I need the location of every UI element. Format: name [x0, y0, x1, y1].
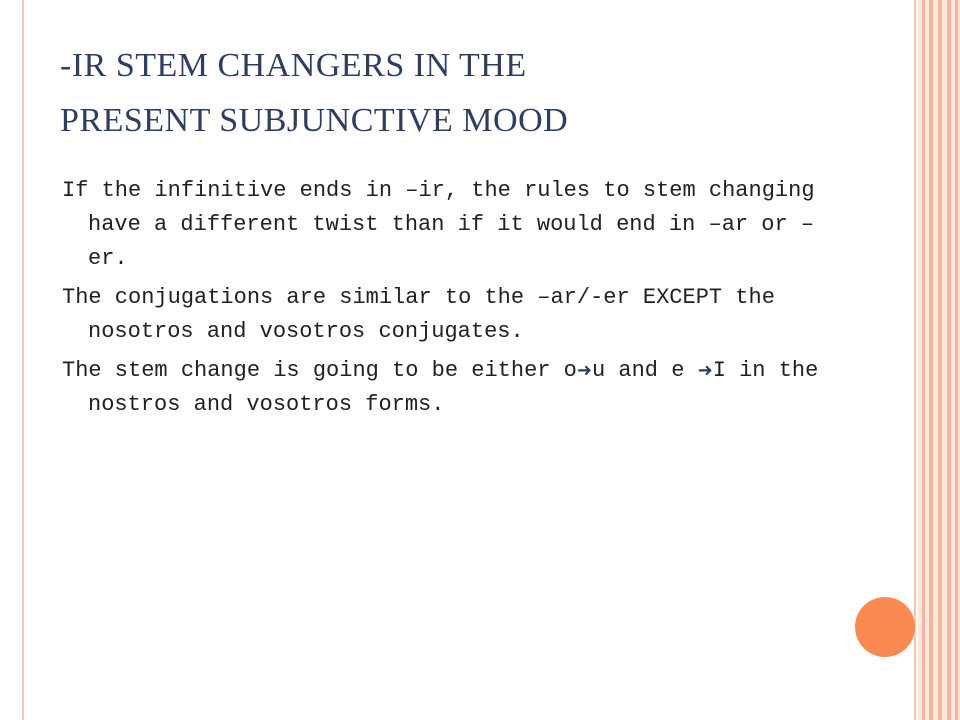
right-arrow-icon: ➜ — [576, 360, 592, 381]
stripe — [929, 0, 933, 720]
stripe — [938, 0, 942, 720]
title-line-2: PRESENT SUBJUNCTIVE MOOD — [60, 102, 569, 139]
stripe — [947, 0, 951, 720]
right-arrow-icon: ➜ — [697, 360, 713, 381]
bullet-list — [62, 174, 852, 427]
stripe — [955, 0, 958, 720]
bullet-3-text-a: The stem change is going to be either o — [62, 358, 577, 383]
bullet-3-text-b: u and e — [591, 358, 698, 383]
decorative-stripes — [918, 0, 960, 720]
slide-title — [60, 38, 900, 148]
orange-circle-decoration — [855, 597, 915, 657]
stripe — [922, 0, 925, 720]
bullet-item-2: The conjugations are similar to the –ar/-er EXCEPT the nosotros and vosotros conjugates. — [62, 285, 775, 344]
title-line-1: -IR STEM CHANGERS IN THE — [60, 47, 527, 84]
bullet-3-text-c: I in the nostros and vosotros forms. — [88, 358, 819, 417]
bullet-item-3 — [62, 354, 852, 422]
bullet-item-1: If the infinitive ends in –ir, the rules to stem changing have a different twist than if it would end in –ar or –er. — [62, 178, 815, 271]
